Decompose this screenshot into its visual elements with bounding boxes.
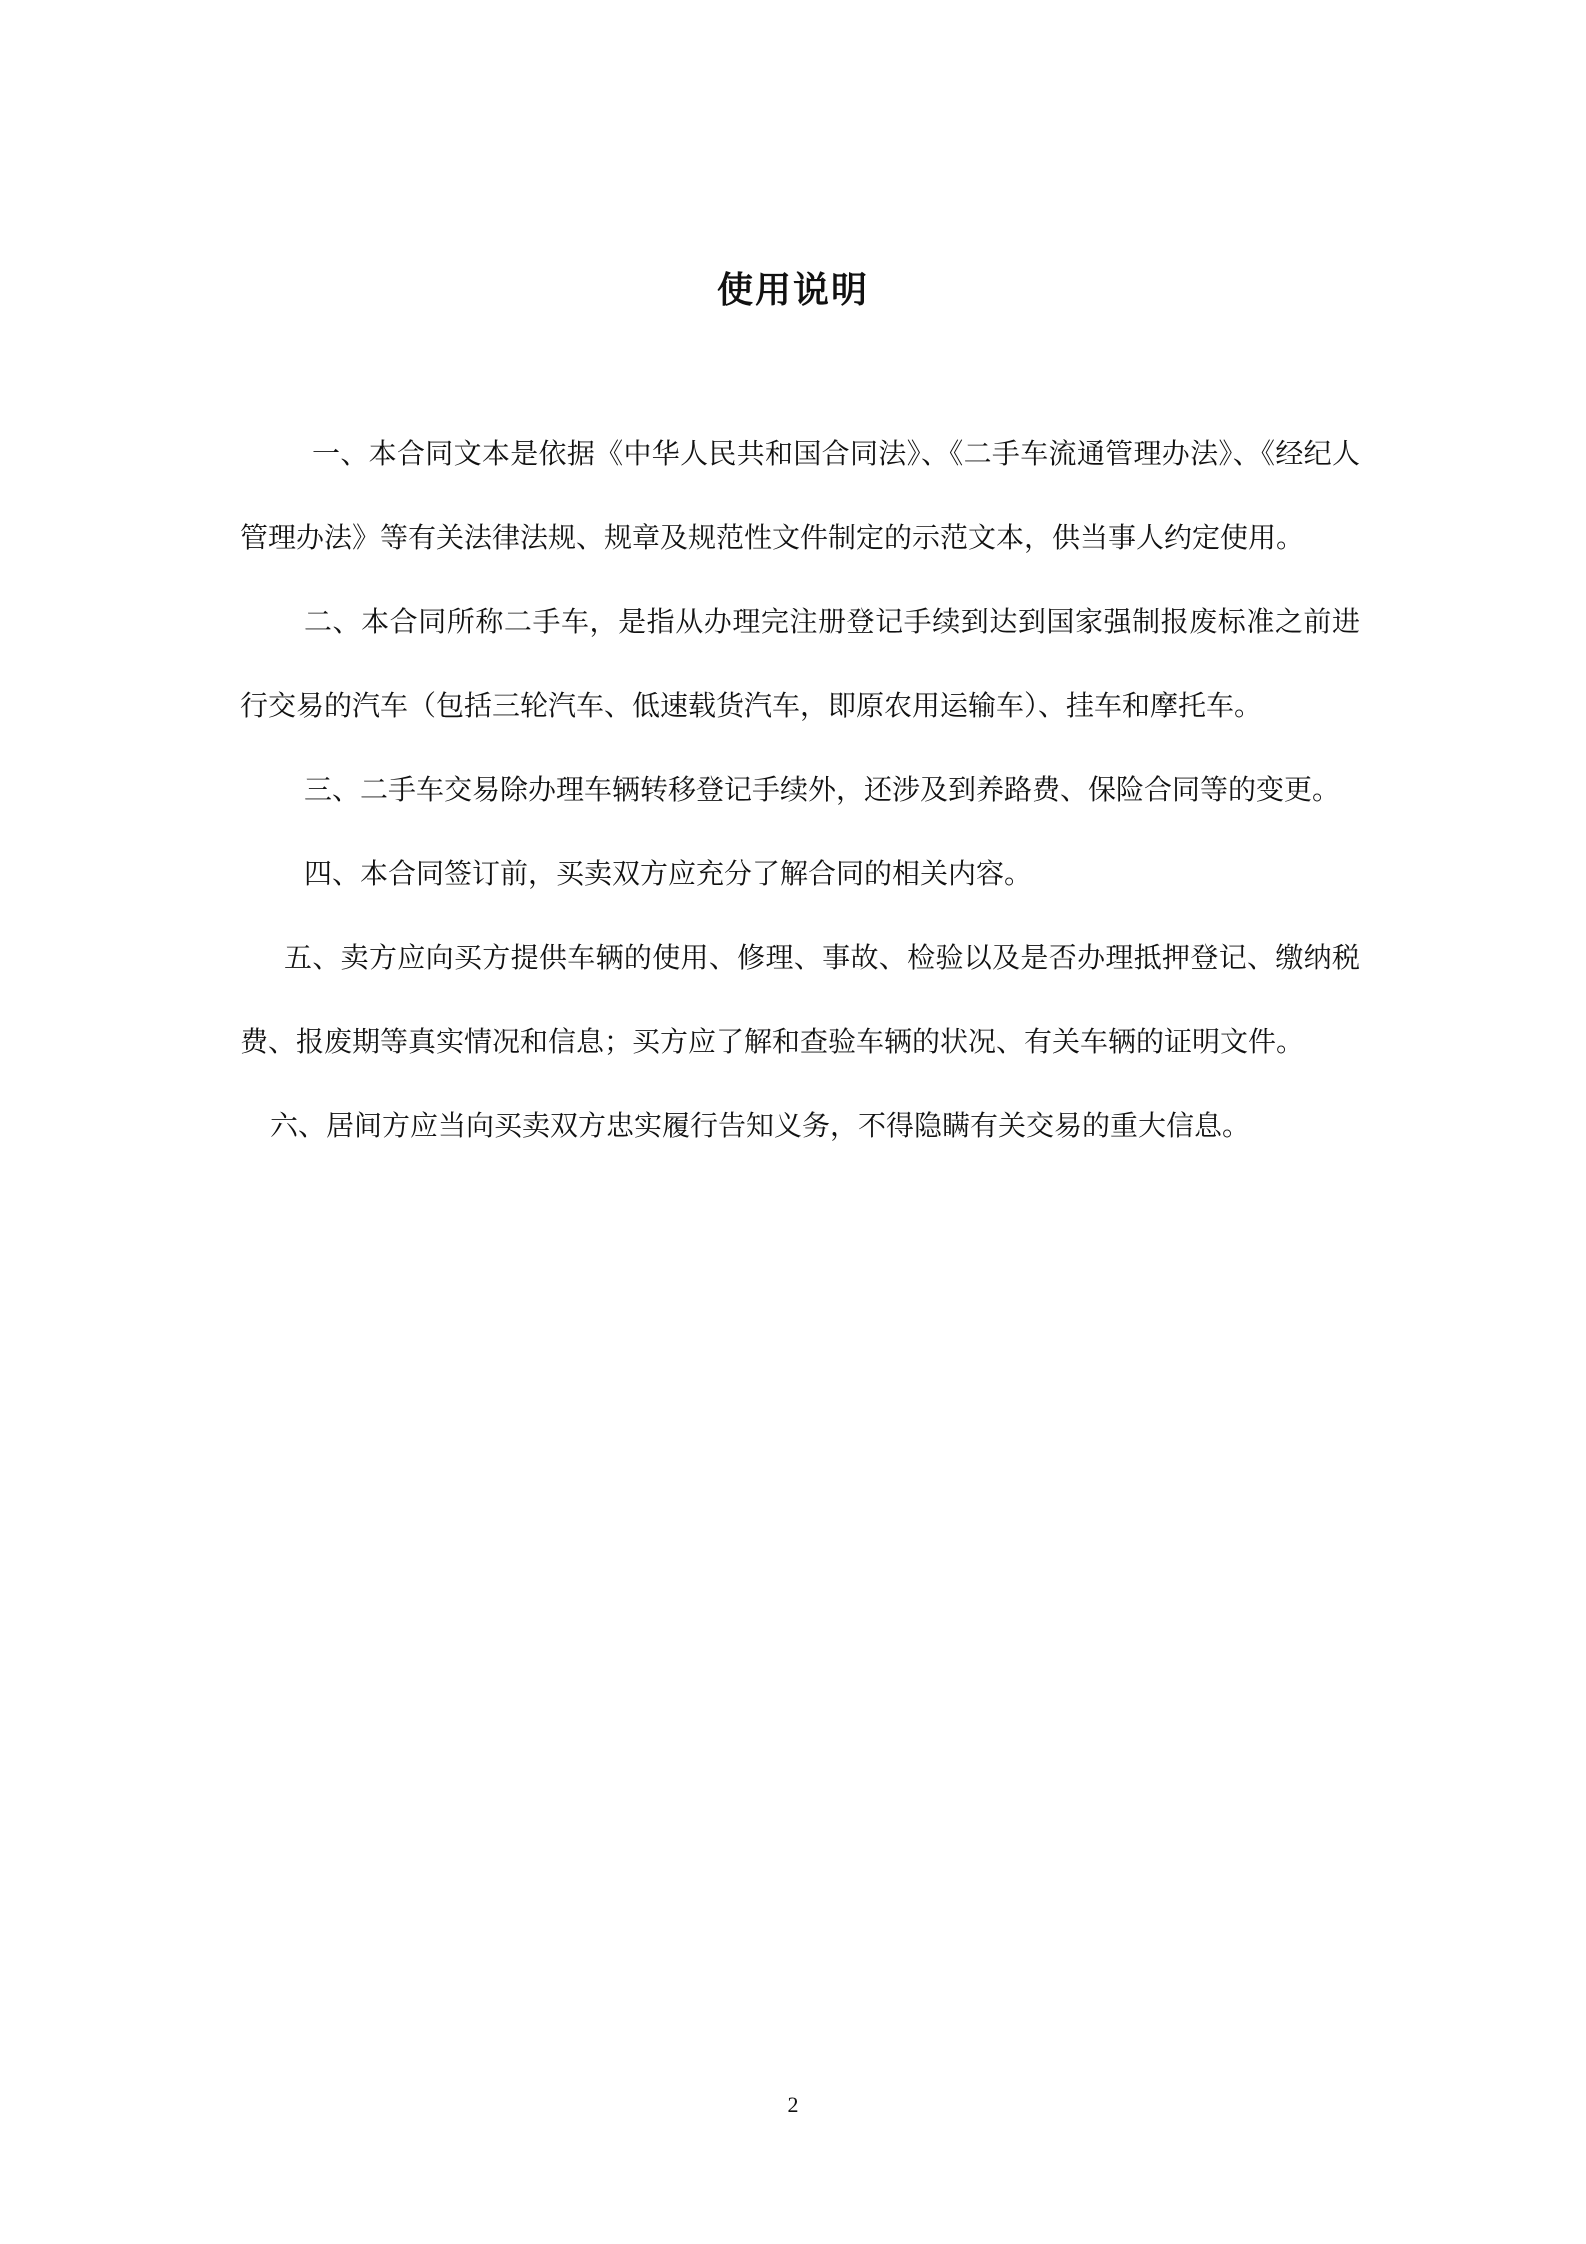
page-title: 使用说明 [716,270,869,311]
paragraph-5: 五、卖方应向买方提供车辆的使用、修理、事故、检验以及是否办理抵押登记、缴纳税费、报废期等真实情况和信息；买方应了解和查验车辆的状况、有关车辆的证明文件。 [240,941,1360,1058]
paragraph-2: 二、本合同所称二手车，是指从办理完注册登记手续到达到国家强制报废标准之前进行交易的汽车（包括三轮汽车、低速载货汽车，即原农用运输车）、挂车和摩托车。 [240,605,1360,722]
instructions-body [240,412,1360,1168]
paragraph-4: 四、本合同签订前，买卖双方应充分了解合同的相关内容。 [304,857,1033,890]
paragraph-6: 六、居间方应当向买卖双方忠实履行告知义务，不得隐瞒有关交易的重大信息。 [270,1109,1251,1142]
paragraph-3: 三、二手车交易除办理车辆转移登记手续外，还涉及到养路费、保险合同等的变更。 [304,773,1341,806]
paragraph-1: 一、本合同文本是依据《中华人民共和国合同法》、《二手车流通管理办法》、《经纪人管理办法》等有关法律法规、规章及规范性文件制定的示范文本，供当事人约定使用。 [240,437,1360,554]
page-number: 2 [787,2092,799,2117]
